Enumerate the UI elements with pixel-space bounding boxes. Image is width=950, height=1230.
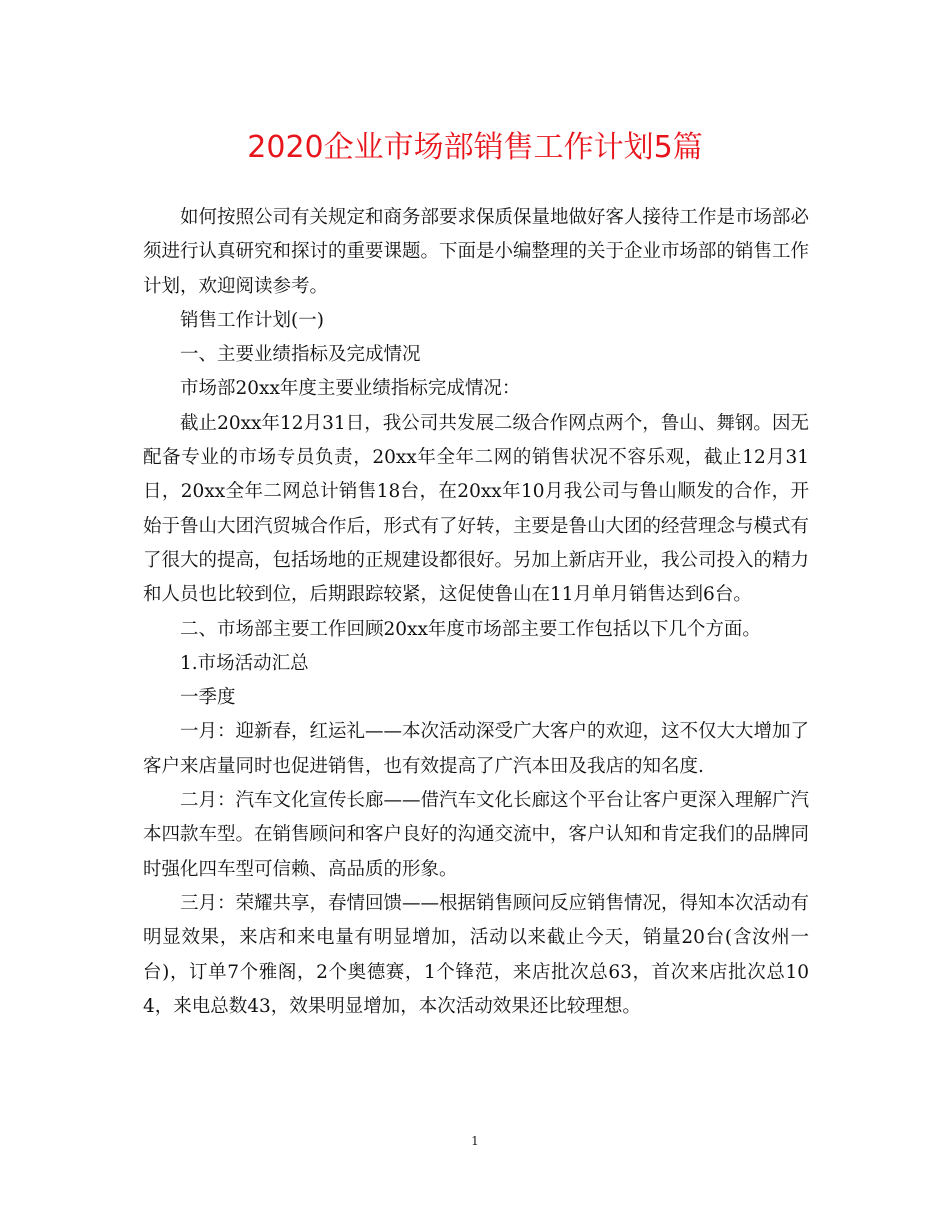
section-heading-indicators: 一、主要业绩指标及完成情况 <box>180 344 421 366</box>
march-paragraph: 三月：荣耀共享，春情回馈——根据销售顾问反应销售情况，得知本次活动有明显效果，来店和来电量有明显增加，活动以来截止今天，销量20台(含汝州一台)，订单7个雅阁，2个奥德赛，1个锋范，来店批次总63，首次来店批次总104，来电总数43，效果明显增加，本次活动效果还比较理想。 <box>143 892 810 1017</box>
page-number: 1 <box>471 1134 479 1148</box>
section-heading-review: 二、市场部主要工作回顾20xx年度市场部主要工作包括以下几个方面。 <box>180 618 761 640</box>
indicators-intro: 市场部20xx年度主要业绩指标完成情况： <box>180 378 521 400</box>
quarter-heading: 一季度 <box>180 687 236 709</box>
january-paragraph: 一月：迎新春，红运礼——本次活动深受广大客户的欢迎，这不仅大大增加了客户来店量同时也促进销售，也有效提高了广汽本田及我店的知名度. <box>143 721 810 777</box>
document-body <box>143 201 809 1024</box>
subsection-heading-activities: 1.市场活动汇总 <box>180 652 309 674</box>
february-paragraph: 二月：汽车文化宣传长廊——借汽车文化长廊这个平台让客户更深入理解广汽本四款车型。在销售顾问和客户良好的沟通交流中，客户认知和肯定我们的品牌同时强化四车型可信赖、高品质的形象。 <box>143 790 810 880</box>
document-title: 2020企业市场部销售工作计划5篇 <box>247 130 703 165</box>
section-heading-plan-one: 销售工作计划(一) <box>180 309 324 331</box>
intro-paragraph: 如何按照公司有关规定和商务部要求保质保量地做好客人接待工作是市场部必须进行认真研究和探讨的重要课题。下面是小编整理的关于企业市场部的销售工作计划，欢迎阅读参考。 <box>143 207 810 297</box>
indicators-paragraph: 截止20xx年12月31日，我公司共发展二级合作网点两个，鲁山、舞钢。因无配备专业的市场专员负责，20xx年全年二网的销售状况不容乐观，截止12月31日，20xx全年二网总计销售18台，在20xx年10月我公司与鲁山顺发的合作，开始于鲁山大团汽贸城合作后，形式有了好转，主要是鲁山大团的经营理念与模式有了很大的提高，包括场地的正规建设都很好。另加上新店开业，我公司投入的精力和人员也比较到位，后期跟踪较紧，这促使鲁山在11月单月销售达到6台。 <box>143 412 810 606</box>
